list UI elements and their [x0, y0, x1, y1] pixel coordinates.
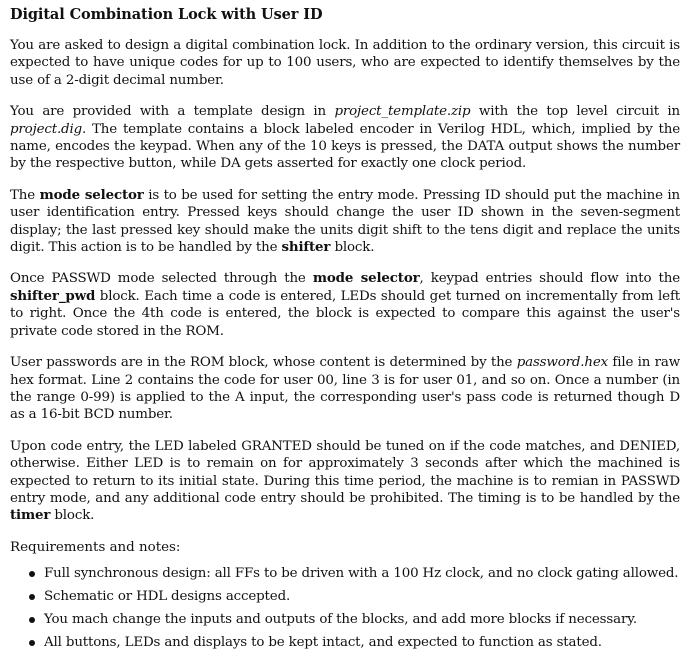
template-zip-filename: project_template.zip — [334, 104, 471, 120]
paragraph-rom — [10, 354, 680, 424]
passwd-text-b: , keypad entries should flow into the — [419, 271, 681, 287]
requirement-text: All buttons, LEDs and displays to be kept intact, and expected to function as stated. — [44, 635, 602, 651]
document-title: Digital Combination Lock with User ID — [10, 6, 323, 23]
mode-text-a: The — [10, 187, 40, 203]
requirement-text: You mach change the inputs and outputs of the blocks, and add more blocks if necessary. — [44, 612, 637, 628]
shifter-pwd-term: shifter_pwd — [10, 287, 96, 304]
template-text-a: You are provided with a template design in — [10, 104, 335, 120]
rom-text-b: file in raw hex format. Line 2 contains the code for user 00, line 3 is for user 01, and so on. Once a number (in the range 0-99) is applied to the A input, the corresponding user's pass code is returned though D as a 16-bit BCD number. — [10, 355, 681, 423]
password-hex-filename: password.hex — [516, 355, 609, 371]
intro-text: You are asked to design a digital combination lock. In addition to the ordinary version, this circuit is expected to have unique codes for up to 100 users, who are expected to identify themselves by the use of a 2-digit decimal number. — [10, 38, 680, 88]
template-dig-filename: project.dig — [10, 121, 83, 137]
bullet-icon — [29, 640, 35, 646]
passwd-text-c: block. Each time a code is entered, LEDs should get turned on incrementally from left to right. Once the 4th code is entered, the block is expected to compare this against the user's private code stored in the ROM. — [10, 288, 680, 339]
list-item — [10, 611, 680, 628]
requirements-list — [10, 565, 680, 651]
template-text-b: with the top level circuit in — [470, 104, 681, 120]
entry-text-a: Upon code entry, the LED labeled GRANTED should be tuned on if the code matches, and DENIED, otherwise. Either LED is to remain on for approximately 3 seconds after which the machined is expected to return to its initial state. During this time period, the machine is to remian in PASSWD entry mode, and any additional code entry should be prohibited. The timing is to be handled by the — [10, 438, 680, 506]
list-item — [10, 588, 680, 605]
list-item — [10, 565, 680, 582]
mode-selector-term: mode selector — [39, 186, 144, 203]
requirement-text: Schematic or HDL designs accepted. — [44, 589, 291, 605]
bullet-icon — [29, 617, 35, 623]
bullet-icon — [29, 594, 35, 600]
shifter-term: shifter — [281, 239, 331, 256]
requirements-heading: Requirements and notes: — [10, 539, 181, 555]
bullet-icon — [29, 571, 35, 577]
paragraph-code-entry — [10, 438, 680, 525]
list-item — [10, 634, 680, 651]
entry-text-b: block. — [50, 508, 95, 524]
paragraph-passwd — [10, 270, 680, 340]
paragraph-template — [10, 103, 680, 173]
mode-text-b: is to be used for setting the entry mode. Pressing ID should put the machine in user identification entry. Pressed keys should change the user ID shown in the seven-segment display; the last pressed key should make the units digit shift to the tens digit and replace the units digit. This action is to be handled by the — [10, 187, 681, 256]
paragraph-mode-selector — [10, 187, 680, 257]
passwd-text-a: Once PASSWD mode selected through the — [10, 271, 313, 287]
document-page — [10, 6, 680, 657]
mode-text-c: block. — [330, 240, 375, 256]
template-text-c: . The template contains a block labeled encoder in Verilog HDL, which, implied by the name, encodes the keypad. When any of the 10 keys is pressed, the DATA output shows the number by the respective button, while DA gets asserted for exactly one clock period. — [10, 121, 680, 172]
requirement-text: Full synchronous design: all FFs to be driven with a 100 Hz clock, and no clock gating allowed. — [44, 566, 679, 582]
rom-text-a: User passwords are in the ROM block, whose content is determined by the — [10, 355, 517, 371]
passwd-mode-selector-term: mode selector — [312, 270, 420, 287]
timer-term: timer — [10, 507, 51, 524]
paragraph-intro — [10, 37, 680, 89]
